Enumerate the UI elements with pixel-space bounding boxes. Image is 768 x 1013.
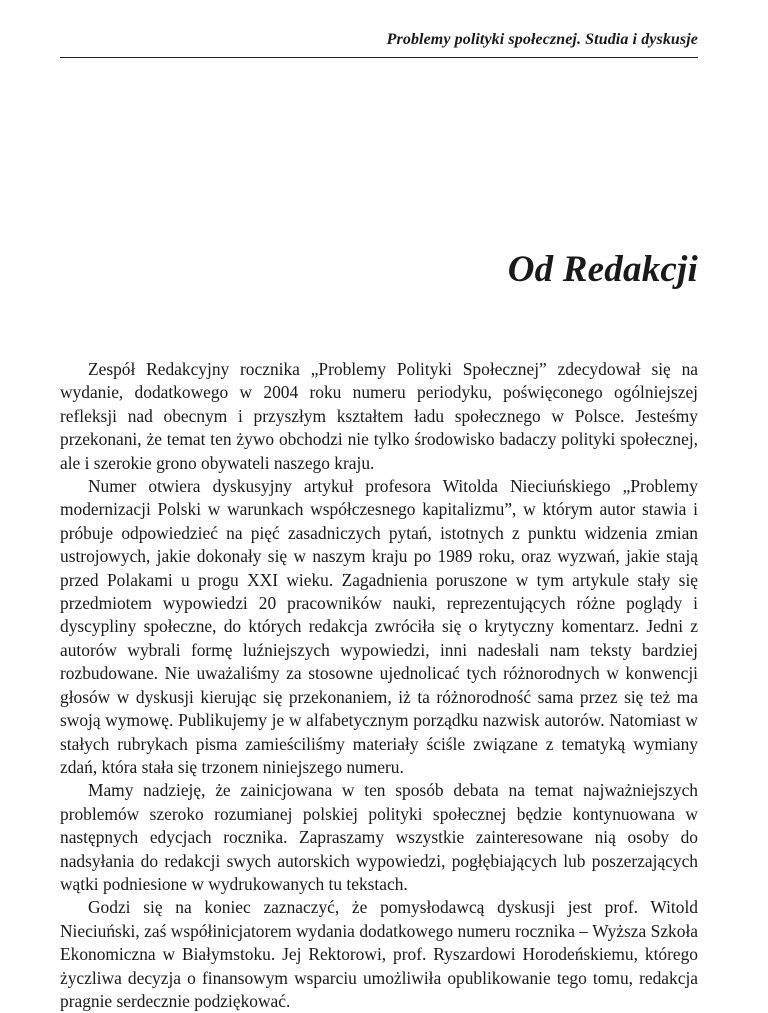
running-header-title: Problemy polityki społecznej. Studia i dyskusje [386, 31, 698, 48]
paragraph-article-summary: Numer otwiera dyskusyjny artykuł profesora Witolda Nieciuńskiego „Problemy modernizacji Polski w warunkach współczesnego kapitalizmu”, w którym autor stawia i próbuje odpowiedzieć na pięć zasadniczych pytań, istotnych z punktu widzenia zmian ustrojowych, jakie dokonały się w naszym kraju po 1989 roku, oraz wyzwań, jakie stają przed Polakami u progu XXI wieku. Zagadnienia poruszone w tym artykule stały się przedmiotem wypowiedzi 20 pracowników nauki, reprezentujących różne poglądy i dyscypliny społeczne, do których redakcja zwróciła się o krytyczny komentarz. Jedni z autorów wybrali formę luźniejszych wypowiedzi, inni nadesłali nam teksty bardziej rozbudowane. Nie uważaliśmy za stosowne ujednolicać tych różnorodnych w konwencji głosów w dyskusji kierując się przekonaniem, iż ta różnorodność sama przez się też ma swoją wymowę. Publikujemy je w alfabetycznym porządku nazwisk autorów. Natomiast w stałych rubrykach pisma zamieściliśmy materiały ściśle związane z tematyką wymiany zdań, która stała się trzonem niniejszego numeru. [60, 476, 698, 777]
header-rule [60, 57, 698, 58]
section-title: Od Redakcji [507, 249, 698, 290]
body-text [60, 358, 698, 1013]
paragraph-intro: Zespół Redakcyjny rocznika „Problemy Polityki Społecznej” zdecydował się na wydanie, dodatkowego w 2004 roku numeru periodyku, poświęconego ogólniejszej refleksji nad obecnym i przyszłym kształtem ładu społecznego w Polsce. Jesteśmy przekonani, że temat ten żywo obchodzi nie tylko środowisko badaczy polityki społecznej, ale i szerokie grono obywateli naszego kraju. [60, 359, 698, 473]
paragraph-acknowledgement: Godzi się na koniec zaznaczyć, że pomysłodawcą dyskusji jest prof. Witold Nieciuński, zaś współinicjatorem wydania dodatkowego numeru rocznika – Wyższa Szkoła Ekonomiczna w Białymstoku. Jej Rektorowi, prof. Ryszardowi Horodeńskiemu, którego życzliwa decyzja o finansowym wsparciu umożliwiła opublikowanie tego tomu, redakcja pragnie serdecznie podziękować. [60, 897, 698, 1011]
paragraph-invitation: Mamy nadzieję, że zainicjowana w ten sposób debata na temat najważniejszych problemów szeroko rozumianej polskiej polityki społecznej będzie kontynuowana w następnych edycjach rocznika. Zapraszamy wszystkie zainteresowane nią osoby do nadsyłania do redakcji swych autorskich wypowiedzi, pogłębiających lub poszerzających wątki podniesione w wydrukowanych tu tekstach. [60, 780, 698, 894]
